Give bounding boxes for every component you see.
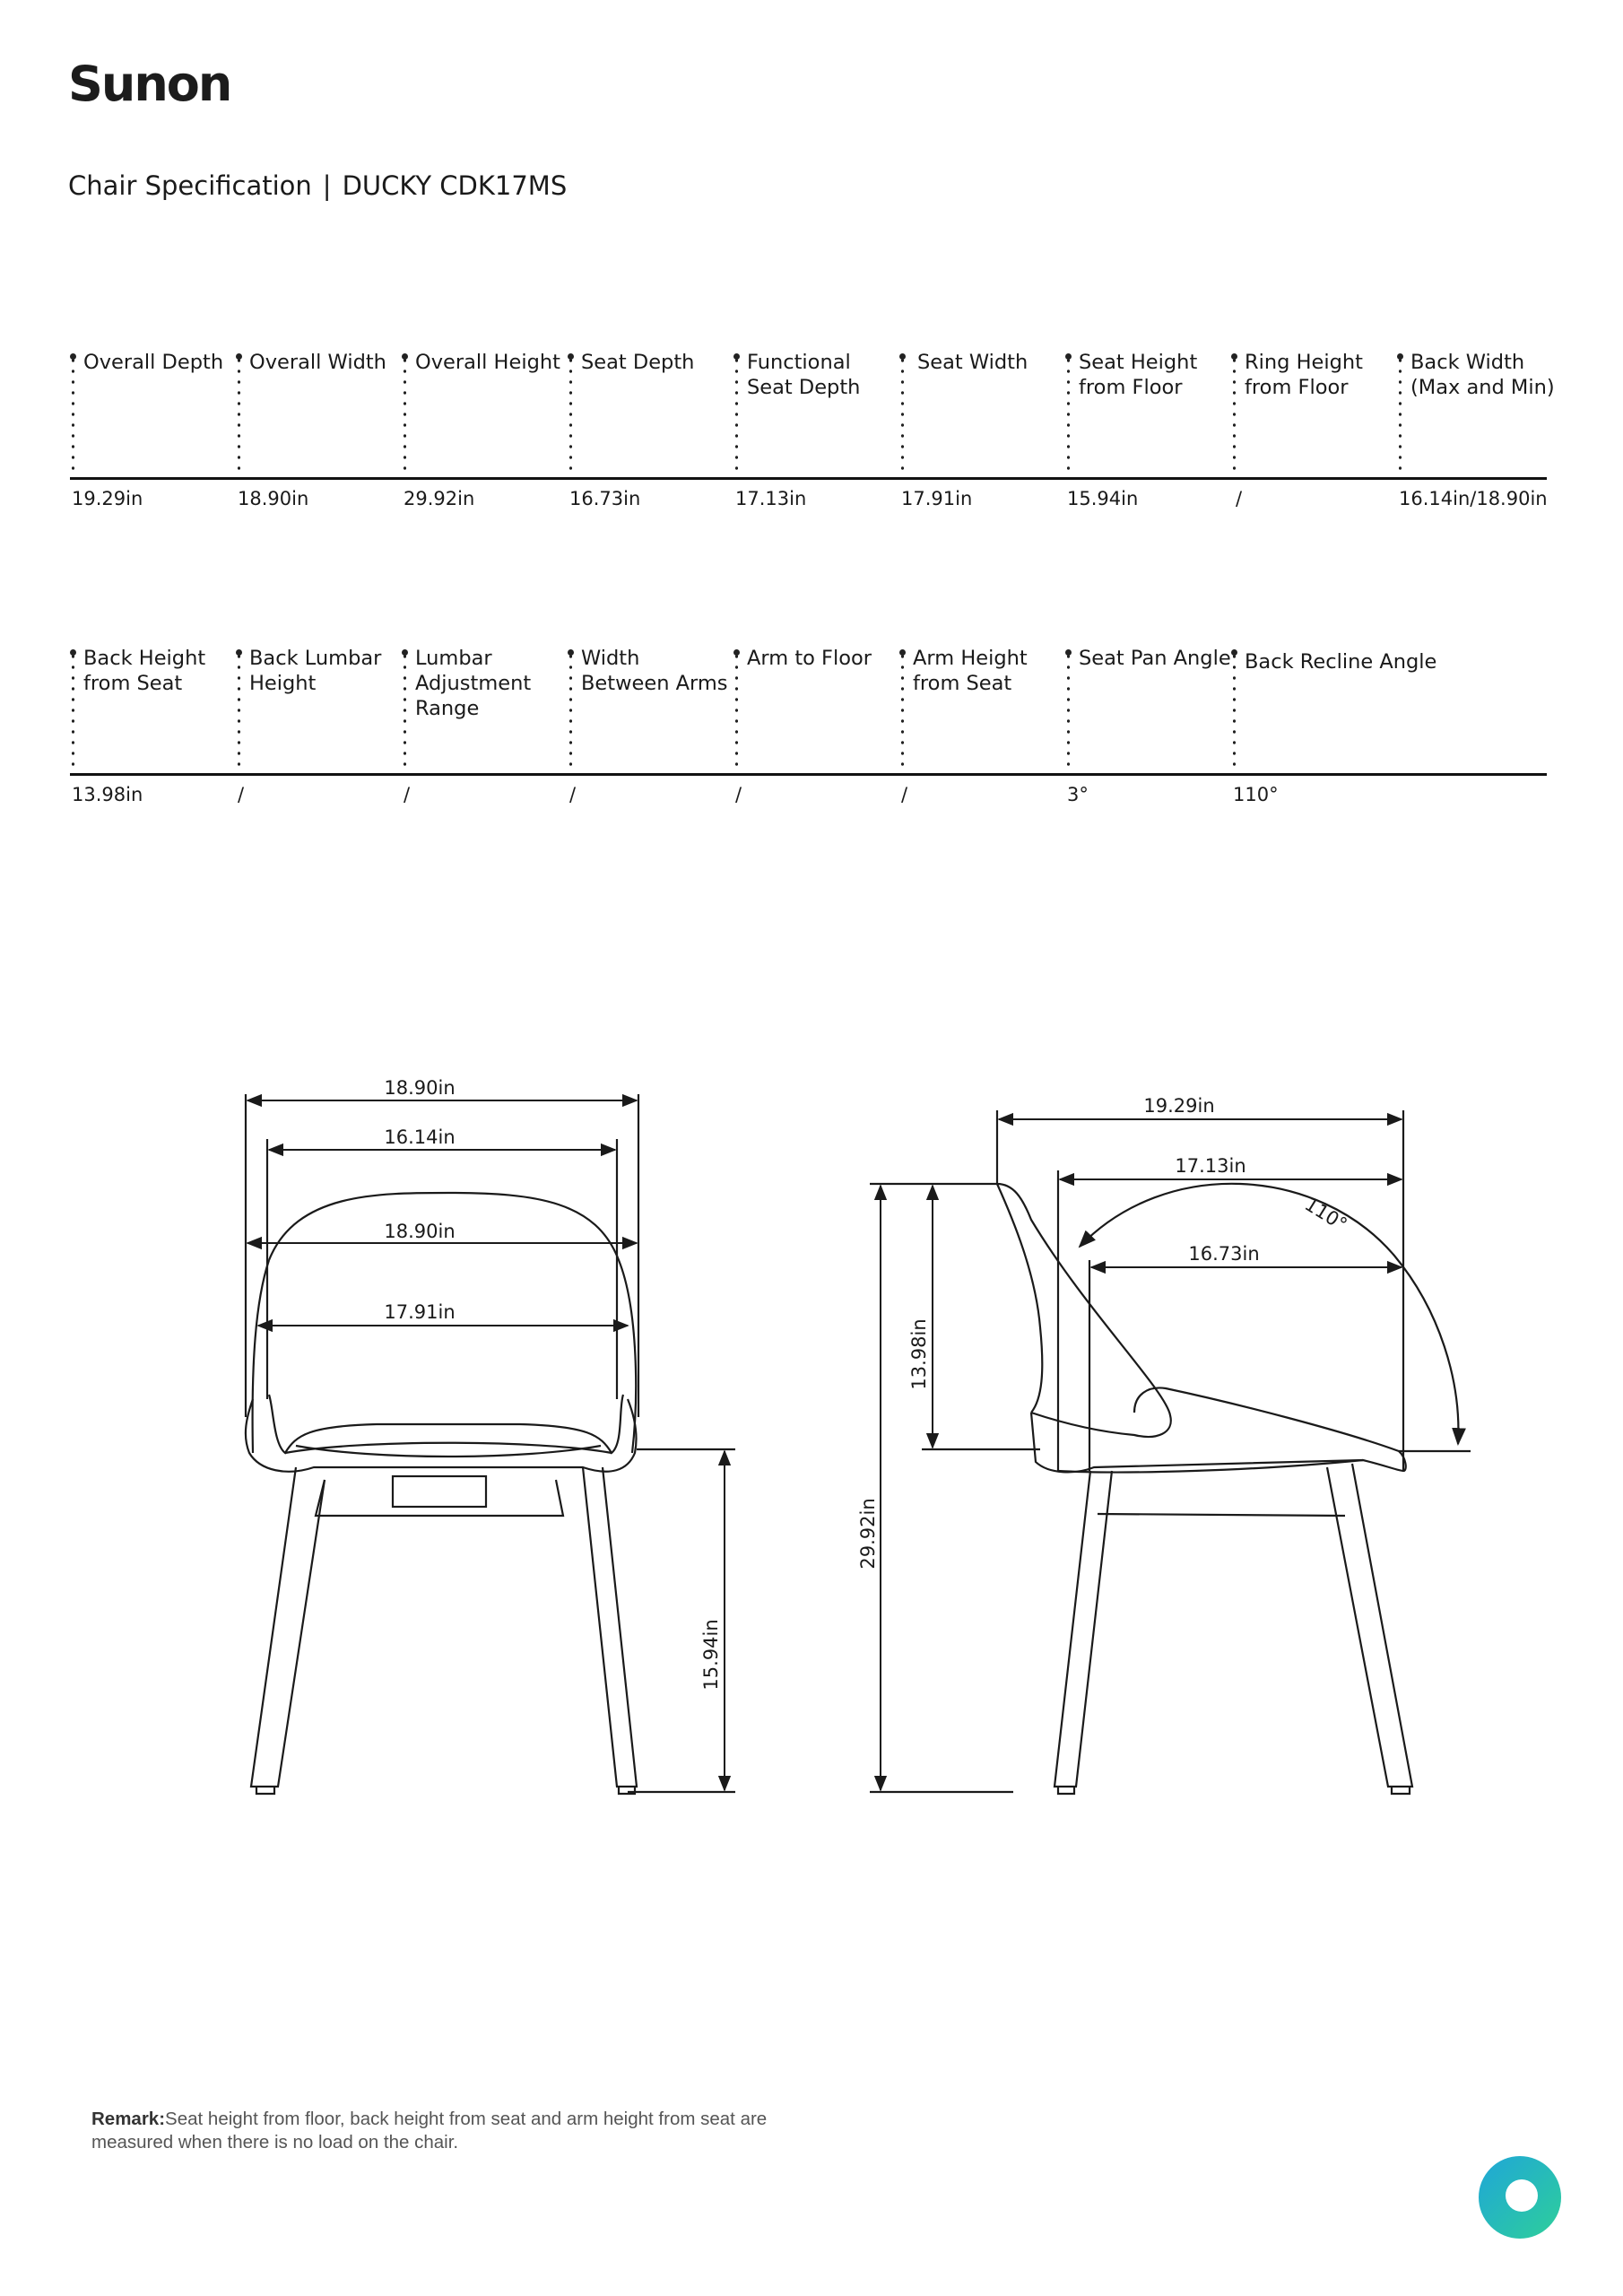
spec-label: Overall Height (415, 351, 560, 374)
spec-label: Width Between Arms (581, 647, 728, 695)
dim-front-seat-width: 17.91in (384, 1301, 456, 1323)
front-leg-left (251, 1467, 325, 1787)
spec-label: Ring Height from Floor (1245, 351, 1363, 399)
side-seat-outline (1031, 1387, 1406, 1472)
spec-value: 17.91in (901, 488, 973, 509)
spec-label: Arm to Floor (747, 647, 872, 670)
spec-value: 16.14in/18.90in (1399, 488, 1548, 509)
spec-value: / (404, 784, 411, 805)
spec-label: Overall Width (249, 351, 386, 374)
spec-value: / (1236, 488, 1243, 509)
front-dimensions (247, 1100, 725, 1790)
spec-value: 3° (1067, 784, 1089, 805)
dim-front-back-width-max: 18.90in (384, 1221, 456, 1242)
dim-side-functional-seat-depth: 17.13in (1175, 1155, 1246, 1177)
spec-value: 18.90in (238, 488, 309, 509)
spec-value: 13.98in (72, 784, 143, 805)
spec-value: 16.73in (569, 488, 641, 509)
spec-value: / (735, 784, 742, 805)
dim-side-overall-depth: 19.29in (1143, 1095, 1215, 1117)
brand-circle-badge (1475, 2152, 1565, 2242)
spec-value: 19.29in (72, 488, 143, 509)
front-leg-right (583, 1467, 637, 1787)
title-separator: | (322, 170, 332, 201)
brand-logo: Sunon (68, 56, 231, 112)
front-underseat-bracket (393, 1476, 486, 1507)
spec-label: Back Recline Angle (1245, 650, 1437, 674)
dim-front-overall-width: 18.90in (384, 1077, 456, 1099)
spec-value: / (901, 784, 908, 805)
dim-front-back-width-min: 16.14in (384, 1126, 456, 1148)
dim-side-overall-height: 29.92in (857, 1498, 879, 1570)
spec-value: 17.13in (735, 488, 807, 509)
spec-label: Seat Width (917, 351, 1028, 374)
spec-label: Seat Height from Floor (1079, 351, 1198, 399)
dim-side-seat-depth: 16.73in (1188, 1243, 1260, 1265)
remark-text: Seat height from floor, back height from seat and arm height from seat are measured when there is no load on the chair. (91, 2109, 768, 2152)
spec-value: / (238, 784, 245, 805)
spec-label: Back Width (Max and Min) (1410, 351, 1555, 399)
dim-front-seat-height: 15.94in (700, 1619, 722, 1691)
spec-label: Functional Seat Depth (747, 351, 861, 399)
spec-value: 15.94in (1067, 488, 1139, 509)
spec-label: Arm Height from Seat (913, 647, 1028, 695)
title-model: DUCKY CDK17MS (342, 170, 568, 201)
remark-note (91, 2108, 809, 2154)
side-leg-back (1327, 1464, 1412, 1787)
dim-side-recline-angle: 110° (1300, 1193, 1351, 1236)
spec-label: Seat Pan Angle (1079, 647, 1231, 670)
spec-label: Back Lumbar Height (249, 647, 382, 695)
spec-label: Seat Depth (581, 351, 695, 374)
dim-side-back-height: 13.98in (908, 1318, 930, 1390)
spec-label: Lumbar Adjustment Range (415, 647, 532, 720)
spec-value: 29.92in (404, 488, 475, 509)
side-view (870, 1110, 1471, 1794)
title-left: Chair Specification (68, 170, 312, 201)
side-leg-front (1055, 1471, 1112, 1787)
spec-value: 110° (1233, 784, 1279, 805)
side-backrest-outline (997, 1184, 1171, 1437)
spec-label: Back Height from Seat (83, 647, 206, 695)
front-view (246, 1094, 735, 1794)
spec-label: Overall Depth (83, 351, 224, 374)
spec-value: / (569, 784, 577, 805)
remark-label: Remark: (91, 2109, 166, 2129)
